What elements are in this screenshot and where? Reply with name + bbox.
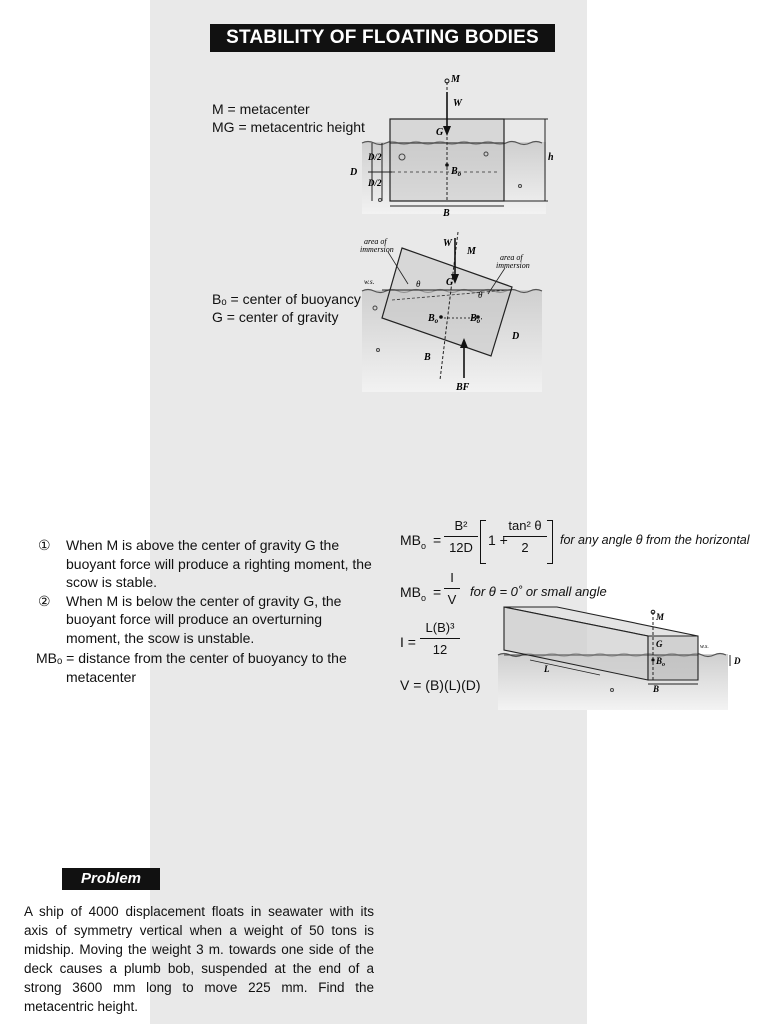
fig1-label-m: M	[451, 74, 460, 85]
denominator-12d: 12D	[449, 540, 473, 555]
fig1-label-d2-top: D/2	[368, 152, 382, 162]
fig3-label-bo: $B_o$	[656, 656, 666, 668]
formula-mbo-general-lhs: $MB_o$	[400, 532, 427, 551]
condition-number-2: ②	[38, 592, 51, 609]
problem-statement: A ship of 4000 displacement floats in seawater with its axis of symmetry vertical when a weight of 50 tons is midship. Moving the weight 3 m. towards one side of the deck causes a plumb bob, suspended at the end of a strong 3600 mm long to move 225 mm. Find the metacentric height.	[24, 904, 374, 1014]
fig2-area-right-2: immersion	[496, 261, 530, 270]
denominator-two: 2	[521, 540, 529, 555]
numerator-i: I	[450, 570, 454, 585]
fig1-label-d: D	[350, 167, 358, 178]
page-title: STABILITY OF FLOATING BODIES	[210, 24, 555, 52]
fig1-label-h: h	[548, 152, 554, 163]
formula-volume: V = (B)(L)(D)	[400, 677, 481, 693]
fig2-water-surface: w.s.	[364, 278, 375, 286]
formula-i-lhs: I =	[400, 634, 416, 650]
formula-mbo-small-lhs: $MB_o$	[400, 584, 427, 603]
fig1-label-b: B	[443, 208, 450, 219]
fig2-label-bf: BF	[456, 382, 470, 393]
fig1-label-d2-bottom: D/2	[368, 178, 382, 188]
fig2-label-m: M	[467, 246, 476, 257]
denominator-v: V	[447, 592, 457, 607]
fig3-label-d: D	[734, 656, 741, 666]
fig2-theta-left: θ	[416, 279, 421, 289]
formula-one-plus: 1 +	[488, 532, 508, 548]
fig2-area-left-1: area of	[364, 237, 387, 246]
formula-note-any-angle: for any angle θ from the horizontal	[560, 533, 750, 547]
condition-text-2: When M is below the center of gravity G, the buoyant force will produce an overturning moment, the scow is unstable.	[66, 592, 342, 646]
fig3-label-g: G	[656, 639, 663, 649]
fig3-label-l: L	[544, 664, 550, 674]
formula-mbo-general-eq: =	[433, 532, 442, 548]
fig2-label-d: D	[512, 331, 520, 342]
fig1-label-bo: $B_o$	[451, 166, 462, 178]
numerator-lb3: L(B)³	[425, 620, 455, 635]
fig2-area-left-2: immersion	[360, 245, 394, 254]
formula-mbo-small-eq: =	[433, 584, 442, 600]
fig2-label-bo-prime: $B_{o'}$	[470, 313, 483, 325]
condition-number-1: ①	[38, 537, 51, 553]
def-metacenter: M = metacenter	[212, 101, 310, 117]
denominator-twelve: 12	[432, 642, 448, 657]
fig3-water-surface: w.s.	[700, 644, 709, 650]
condition-text-1: When M is above the center of gravity G the buoyant force will produce a righting moment, the scow is stable.	[66, 537, 372, 590]
fig2-label-g: G	[446, 277, 454, 288]
formula-note-small-angle: for θ = 0˚ or small angle	[470, 584, 607, 599]
numerator-tan2: tan² θ	[508, 518, 542, 533]
fig2-label-w: W	[443, 238, 452, 249]
def-center-of-gravity: G = center of gravity	[212, 309, 339, 325]
numerator-b2: B²	[454, 518, 468, 533]
fig2-area-right-1: area of	[500, 253, 523, 262]
mbo-definition: MBₒ = distance from the center of buoyancy to the metacenter	[36, 650, 347, 685]
fig1-label-g: G	[436, 127, 444, 138]
problem-label: Problem	[62, 868, 160, 890]
fig3-label-b: B	[653, 684, 660, 694]
fig3-label-m: M	[656, 612, 665, 622]
fig2-label-bo: $B_o$	[428, 313, 439, 325]
fig1-label-w: W	[453, 98, 462, 109]
def-metacentric-height: MG = metacentric height	[212, 119, 365, 135]
fig2-label-b: B	[424, 352, 431, 363]
fig2-theta-right: θ	[478, 290, 483, 300]
def-center-of-buoyancy: Bₒ = center of buoyancy	[212, 291, 361, 307]
